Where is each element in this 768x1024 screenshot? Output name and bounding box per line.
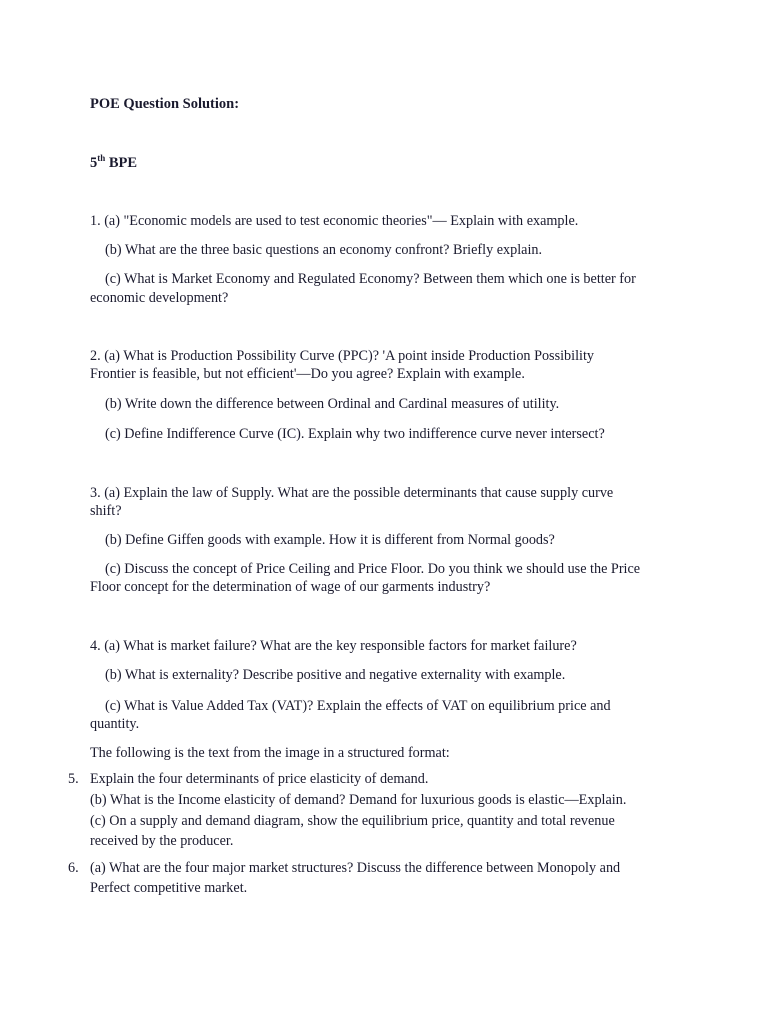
question-4b: (b) What is externality? Describe positive and negative externality with example.	[105, 667, 566, 683]
question-3b: (b) Define Giffen goods with example. How it is different from Normal goods?	[105, 532, 555, 548]
subtitle-number: 5	[90, 155, 98, 171]
question-1b: (b) What are the three basic questions an economy confront? Briefly explain.	[105, 242, 543, 258]
question-4c-line2: quantity.	[90, 716, 140, 732]
question-1c-line2: economic development?	[90, 290, 229, 306]
question-5c-line2: received by the producer.	[90, 833, 234, 849]
page-subtitle	[90, 154, 137, 172]
question-6a-line1: (a) What are the four major market structures? Discuss the difference between Monopoly and	[90, 860, 621, 876]
question-5b: (b) What is the Income elasticity of demand? Demand for luxurious goods is elastic—Explain.	[90, 792, 627, 808]
question-2c: (c) Define Indifference Curve (IC). Explain why two indifference curve never intersect?	[105, 426, 605, 442]
question-3c-line2: Floor concept for the determination of wage of our garments industry?	[90, 579, 491, 595]
question-6-number: 6.	[68, 860, 79, 876]
structured-intro: The following is the text from the image in a structured format:	[90, 745, 450, 761]
question-3c-line1: (c) Discuss the concept of Price Ceiling and Price Floor. Do you think we should use the Price	[105, 561, 641, 577]
page-title: POE Question Solution:	[90, 96, 240, 112]
question-5-number: 5.	[68, 771, 79, 787]
question-3a-line2: shift?	[90, 503, 122, 519]
question-1c-line1: (c) What is Market Economy and Regulated Economy? Between them which one is better for	[105, 271, 636, 287]
question-4a: 4. (a) What is market failure? What are the key responsible factors for market failure?	[90, 638, 577, 654]
question-4c-line1: (c) What is Value Added Tax (VAT)? Explain the effects of VAT on equilibrium price and	[105, 698, 611, 714]
subtitle-suffix: BPE	[105, 155, 138, 171]
question-3a-line1: 3. (a) Explain the law of Supply. What are the possible determinants that cause supply curve	[90, 485, 614, 501]
question-5c-line1: (c) On a supply and demand diagram, show the equilibrium price, quantity and total revenue	[90, 813, 615, 829]
question-2a-line2: Frontier is feasible, but not efficient'—Do you agree? Explain with example.	[90, 366, 525, 382]
subtitle-superscript: th	[97, 153, 106, 163]
question-2a-line1: 2. (a) What is Production Possibility Curve (PPC)? 'A point inside Production Possibility	[90, 348, 594, 364]
question-6a-line2: Perfect competitive market.	[90, 880, 248, 896]
question-2b: (b) Write down the difference between Ordinal and Cardinal measures of utility.	[105, 396, 560, 412]
question-1a: 1. (a) "Economic models are used to test economic theories"— Explain with example.	[90, 213, 579, 229]
question-5a: Explain the four determinants of price elasticity of demand.	[90, 771, 429, 787]
